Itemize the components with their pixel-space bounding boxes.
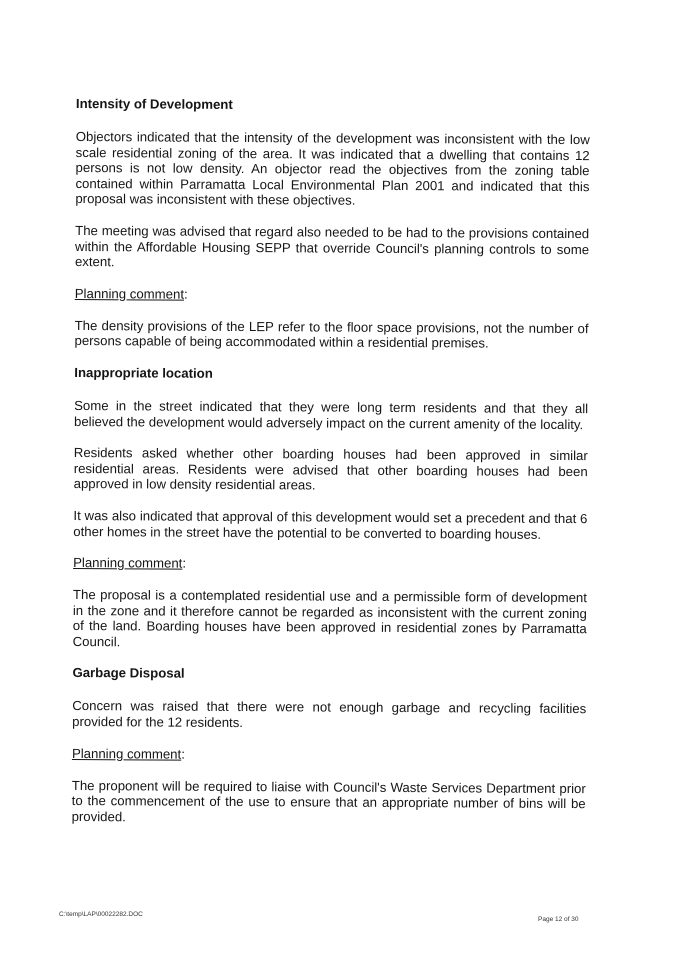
section-heading-intensity: Intensity of Development	[75, 96, 233, 112]
planning-comment-body: The density provisions of the LEP refer to the floor space provisions, not the number of persons capable of being accommodated within a residential premises.	[74, 317, 589, 351]
footer-file-path: C:\temp\LAP\00022282.DOC	[59, 911, 143, 918]
planning-comment-text: Planning comment	[73, 555, 183, 571]
paragraph: Concern was raised that there were not enough garbage and recycling facilities provided for the 12 residents.	[72, 698, 587, 731]
paragraph: It was also indicated that approval of this development would set a precedent and that 6 other homes in the street have the potential to be converted to boarding houses.	[73, 507, 588, 542]
paragraph: Some in the street indicated that they were long term residents and that they all believed the development would adversely impact on the current amenity of the locality.	[73, 397, 589, 432]
paragraph: The meeting was advised that regard also needed to be had to the provisions contained within the Affordable Housing SEPP that override Council's planning controls to some extent.	[74, 222, 590, 270]
planning-comment-label	[72, 746, 586, 765]
planning-comment-label	[73, 555, 587, 574]
section-heading-location: Inappropriate location	[74, 364, 213, 381]
planning-comment-body: The proponent will be required to liaise with Council's Waste Services Department prior to the commencement of the use to ensure that an appropriate number of bins will be provided.	[71, 777, 586, 825]
planning-comment-colon: :	[181, 746, 185, 762]
footer-page-number: Page 12 of 30	[538, 916, 579, 923]
document-body	[71, 96, 590, 844]
planning-comment-text: Planning comment	[71, 745, 182, 762]
planning-comment-text: Planning comment	[74, 285, 185, 302]
paragraph: Residents asked whether other boarding houses had been approved in similar residential areas. Residents were advised that other boarding houses had been approved in low density residential areas.	[73, 445, 588, 493]
paragraph: Objectors indicated that the intensity of the development was inconsistent with the low scale residential zoning of the area. It was indicated that a dwelling that contains 12 persons is not low density. An objector read the objectives from the zoning table contained within Parramatta Local Environmental Plan 2001 and indicated that this proposal was inconsistent with these objectives.	[75, 128, 590, 209]
planning-comment-colon: :	[182, 555, 187, 571]
planning-comment-body: The proposal is a contemplated residential use and a permissible form of development in the zone and it therefore cannot be regarded as inconsistent with the current zoning of the land. Boarding houses have been approved in residential zones by Parramatta Council.	[72, 587, 587, 650]
planning-comment-colon: :	[183, 286, 188, 302]
planning-comment-label	[75, 286, 589, 305]
section-heading-garbage: Garbage Disposal	[72, 665, 185, 682]
